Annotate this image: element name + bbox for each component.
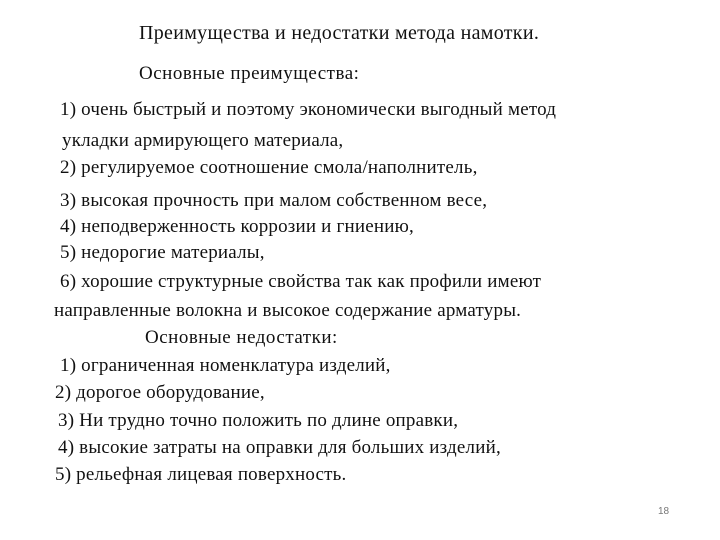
disadvantages-heading: Основные недостатки: xyxy=(145,327,338,348)
disadvantage-line: 1) ограниченная номенклатура изделий, xyxy=(60,355,391,376)
advantage-line: 3) высокая прочность при малом собственном весе, xyxy=(60,190,488,211)
page-number: 18 xyxy=(658,506,670,517)
advantage-line: 5) недорогие материалы, xyxy=(60,242,265,263)
disadvantage-line: 5) рельефная лицевая поверхность. xyxy=(55,464,347,485)
advantage-line: 4) неподверженность коррозии и гниению, xyxy=(60,216,414,237)
advantage-line: направленные волокна и высокое содержание арматуры. xyxy=(54,300,522,321)
disadvantage-line: 2) дорогое оборудование, xyxy=(55,382,265,403)
disadvantage-line: 3) Ни трудно точно положить по длине оправки, xyxy=(58,410,459,431)
slide-title: Преимущества и недостатки метода намотки. xyxy=(139,22,540,44)
advantages-heading: Основные преимущества: xyxy=(139,63,360,84)
advantage-line: 2) регулируемое соотношение смола/наполнитель, xyxy=(60,157,478,178)
disadvantage-line: 4) высокие затраты на оправки для больших изделий, xyxy=(58,437,501,458)
advantage-line: 1) очень быстрый и поэтому экономически выгодный метод xyxy=(60,99,557,120)
advantage-line: укладки армирующего материала, xyxy=(62,130,344,151)
advantage-line: 6) хорошие структурные свойства так как профили имеют xyxy=(60,271,542,292)
